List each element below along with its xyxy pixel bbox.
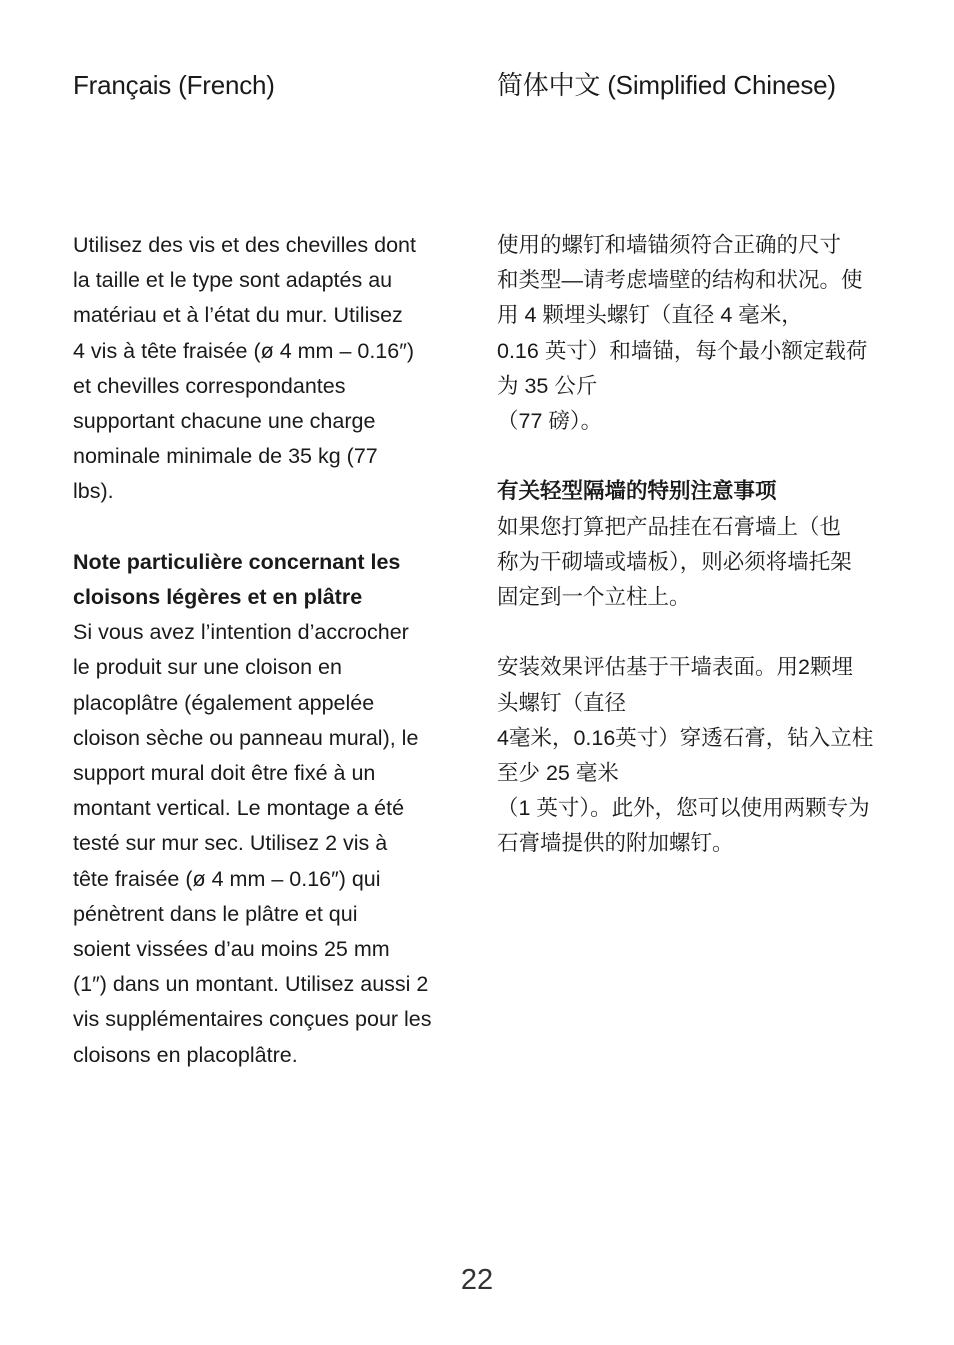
subheading-line: Note particulière concernant les [73,549,401,574]
text-line: testé sur mur sec. Utilisez 2 vis à [73,831,388,856]
text-line: 如果您打算把产品挂在石膏墙上（也 [497,514,842,539]
text-line: support mural doit être fixé à un [73,761,376,786]
text-line: 称为干砌墙或墙板），则必须将墙托架 [497,549,852,574]
text-line: vis supplémentaires conçues pour les [73,1007,432,1032]
french-paragraph-1 [73,228,461,510]
text-line: Utilisez des vis et des chevilles dont [73,233,416,257]
chinese-paragraph-3 [497,650,883,861]
page-number: 22 [460,1264,494,1296]
chinese-body [497,228,883,862]
subheading-line: 有关轻型隔墙的特别注意事项 [497,479,777,504]
text-line: le produit sur une cloison en [73,655,342,680]
text-line: tête fraisée (ø 4 mm – 0.16″) qui [73,866,381,891]
text-line: (1″) dans un montant. Utilisez aussi 2 [73,972,429,997]
chinese-paragraph-2 [497,510,883,616]
text-line: 4毫米，0.16英寸）穿透石膏，钻入立柱 [497,725,874,750]
paragraph-gap [497,615,883,650]
text-line: 0.16 英寸）和墙锚，每个最小额定载荷 [497,338,868,363]
text-line: （77 磅）。 [497,409,603,434]
text-line: supportant chacune une charge [73,409,376,434]
text-line: lbs). [73,479,114,504]
chinese-paragraph-1 [497,228,883,439]
text-line: montant vertical. Le montage a été [73,796,405,821]
text-line: 和类型—请考虑墙壁的结构和状况。使 [497,268,863,293]
text-line: pénètrent dans le plâtre et qui [73,901,358,926]
text-line: 石膏墙提供的附加螺钉。 [497,831,734,856]
subheading-line: cloisons légères et en plâtre [73,585,363,610]
french-heading: Français (French) [73,70,275,100]
text-line: 头螺钉（直径 [497,690,627,715]
french-body [73,228,461,1073]
text-line: cloisons en placoplâtre. [73,1042,298,1067]
chinese-heading: 简体中文 (Simplified Chinese) [497,70,836,100]
text-line: 至少 25 毫米 [497,761,619,786]
text-line: 固定到一个立柱上。 [497,585,691,610]
text-line: Si vous avez l’intention d’accrocher [73,620,409,645]
text-line: 4 vis à tête fraisée (ø 4 mm – 0.16″) [73,338,414,363]
text-line: la taille et le type sont adaptés au [73,268,393,293]
text-line: matériau et à l’état du mur. Utilisez [73,303,403,328]
paragraph-gap [497,439,883,474]
text-line: soient vissées d’au moins 25 mm [73,937,390,962]
text-line: placoplâtre (également appelée [73,690,375,715]
text-line: nominale minimale de 35 kg (77 [73,444,378,469]
text-line: cloison sèche ou panneau mural), le [73,725,419,750]
text-line: 用 4 颗埋头螺钉（直径 4 毫米， [497,303,803,328]
text-line: 为 35 公斤 [497,373,598,398]
text-line: et chevilles correspondantes [73,373,346,398]
text-line: 使用的螺钉和墙锚须符合正确的尺寸 [497,233,842,257]
french-paragraph-2 [73,615,461,1073]
french-subheading [73,545,461,615]
text-line: （1 英寸）。此外，您可以使用两颗专为 [497,796,870,821]
text-line: 安装效果评估基于干墙表面。用2颗埋 [497,655,853,680]
chinese-subheading [497,474,883,509]
paragraph-gap [73,510,461,545]
